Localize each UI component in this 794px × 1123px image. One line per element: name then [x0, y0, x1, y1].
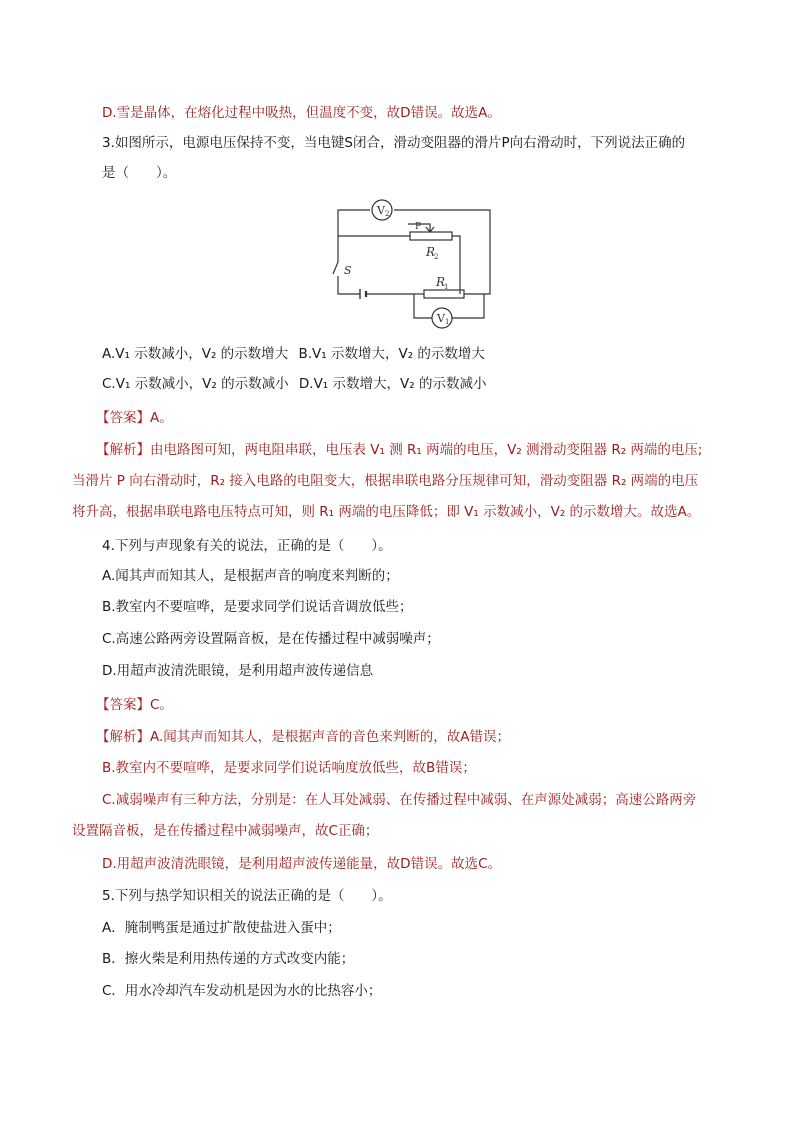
q3-analysis-line-1 — [96, 441, 702, 459]
s-label: S — [344, 264, 352, 277]
answer-value: C。 — [150, 697, 173, 713]
q4-answer — [96, 696, 173, 714]
answer-tag: 【答案】 — [96, 410, 150, 426]
q5-option-b: B．擦火柴是利用热传递的方式改变内能； — [102, 951, 355, 967]
analysis-tag: 【解析】 — [96, 729, 150, 745]
circuit-diagram — [320, 198, 500, 333]
q3-answer — [96, 409, 173, 427]
r1-label: R — [436, 275, 446, 289]
q4-option-c: C.高速公路两旁设置隔音板，是在传播过程中减弱噪声； — [102, 631, 440, 647]
v2-sub: 2 — [385, 210, 390, 218]
q3-analysis-line-2: 当滑片 P 向右滑动时，R₂ 接入电路的电阻变大，根据串联电路分压规律可知，滑动变阻器 R₂ 两端的电压 — [72, 473, 699, 489]
q4-option-a: A.闻其声而知其人，是根据声音的响度来判断的； — [102, 568, 399, 584]
r2-sub: 2 — [434, 253, 439, 261]
v1-label: V — [437, 312, 445, 325]
q4-analysis-b: B.教室内不要喧哗，是要求同学们说话响度放低些，故B错误； — [102, 760, 476, 776]
q5-stem: 5.下列与热学知识相关的说法正确的是（ ）。 — [102, 888, 392, 904]
q5-option-c: C．用水冷却汽车发动机是因为水的比热容小； — [102, 983, 382, 999]
q4-option-b: B.教室内不要喧哗，是要求同学们说话音调放低些； — [102, 599, 413, 615]
q4-analysis-a — [96, 728, 510, 746]
q3-stem-line-1: 3.如图所示，电源电压保持不变，当电键S闭合，滑动变阻器的滑片P向右滑动时，下列说法正确的 — [102, 135, 686, 151]
q4-analysis-d: D.用超声波清洗眼镜，是利用超声波传递能量，故D错误。故选C。 — [102, 856, 502, 872]
resistor-r1-icon — [424, 290, 464, 298]
q3-option-d-text: D.V₁ 示数增大，V₂ 的示数减小 — [298, 376, 487, 392]
q4-stem: 4.下列与声现象有关的说法，正确的是（ ）。 — [102, 538, 392, 554]
q3-option-b-text: B.V₁ 示数增大，V₂ 的示数增大 — [298, 346, 485, 362]
v1-sub: 1 — [445, 318, 450, 326]
q4-analysis-c-2: 设置隔音板，是在传播过程中减弱噪声，故C正确； — [72, 823, 379, 839]
q4-analysis-c-1: C.减弱噪声有三种方法，分别是：在人耳处减弱、在传播过程中减弱、在声源处减弱；高速公路两旁 — [102, 792, 697, 808]
answer-value: A。 — [150, 410, 173, 426]
v2-label: V — [377, 204, 385, 217]
q3-option-a-text: A.V₁ 示数减小，V₂ 的示数增大 — [102, 346, 289, 362]
q3-analysis-line-3: 将升高，根据串联电路电压特点可知，则 R₁ 两端的电压降低；即 V₁ 示数减小，V₂ 的示数增大。故选A。 — [72, 504, 701, 520]
analysis-text: 由电路图可知，两电阻串联，电压表 V₁ 测 R₁ 两端的电压，V₂ 测滑动变阻器 R₂ 两端的电压; — [150, 442, 703, 458]
q3-stem-line-2: 是（ ）。 — [102, 165, 177, 181]
q3-option-a — [102, 345, 485, 363]
analysis-tag: 【解析】 — [96, 442, 150, 458]
q5-option-a: A．腌制鸭蛋是通过扩散使盐进入蛋中； — [102, 920, 341, 936]
q3-option-c — [102, 375, 486, 393]
q4-option-d: D.用超声波清洗眼镜，是利用超声波传递信息 — [102, 663, 374, 679]
r1-sub: 1 — [444, 283, 449, 291]
p-label: P — [415, 222, 422, 232]
analysis-text: A.闻其声而知其人，是根据声音的音色来判断的，故A错误； — [150, 729, 511, 745]
q3-option-c-text: C.V₁ 示数减小，V₂ 的示数减小 — [102, 376, 289, 392]
resistor-r2-icon — [410, 232, 452, 240]
q2-option-d-analysis: D.雪是晶体，在熔化过程中吸热，但温度不变，故D错误。故选A。 — [102, 105, 501, 121]
r2-label: R — [426, 245, 436, 259]
answer-tag: 【答案】 — [96, 697, 150, 713]
